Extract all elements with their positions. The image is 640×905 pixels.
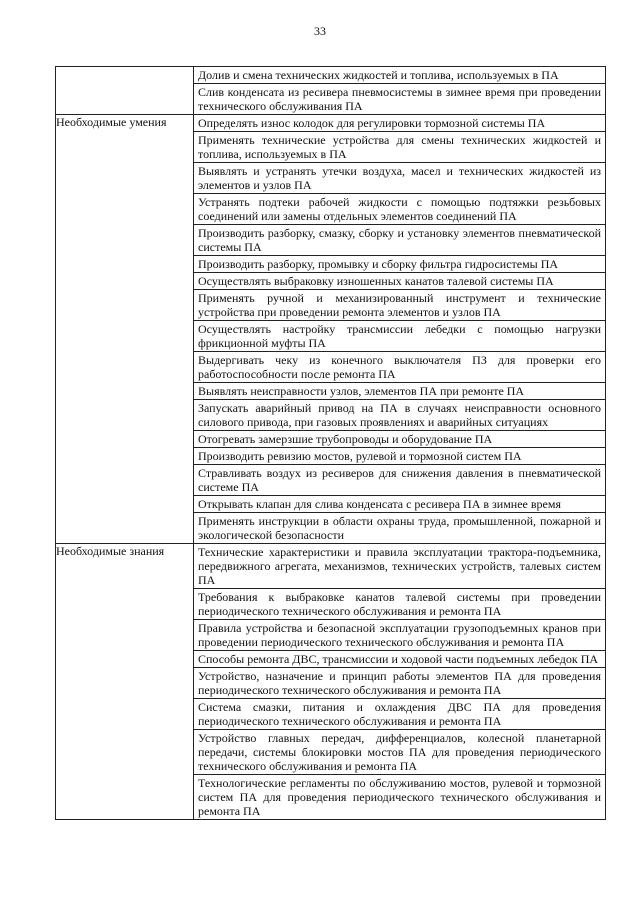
page-number: 33 [314, 24, 326, 38]
list-item: Технические характеристики и правила эксплуатации трактора-подъемника, передвижного агрегата, механизмов, технических устройств, талевых систем ПА [194, 544, 605, 589]
list-item: Требования к выбраковке канатов талевой системы при проведении периодического технического обслуживания и ремонта ПА [194, 589, 605, 620]
list-item: Открывать клапан для слива конденсата с ресивера ПА в зимнее время [194, 496, 605, 513]
list-item: Отогревать замерзшие трубопроводы и оборудование ПА [194, 431, 605, 448]
list-item: Производить разборку, смазку, сборку и установку элементов пневматической системы ПА [194, 225, 605, 256]
list-item: Выявлять и устранять утечки воздуха, масел и технических жидкостей из элементов и узлов ПА [194, 163, 605, 194]
list-item: Система смазки, питания и охлаждения ДВС ПА для проведения периодического технического обслуживания и ремонта ПА [194, 699, 605, 730]
list-item: Применять технические устройства для смены технических жидкостей и топлива, используемых в ПА [194, 132, 605, 163]
list-item: Устройство, назначение и принцип работы элементов ПА для проведения периодического технического обслуживания и ремонта ПА [194, 668, 605, 699]
list-item: Применять инструкции в области охраны труда, промышленной, пожарной и экологической безопасности [198, 514, 601, 542]
list-item: Выявлять неисправности узлов, элементов ПА при ремонте ПА [194, 383, 605, 400]
section-items [194, 115, 606, 544]
section-label: Необходимые знания [56, 544, 194, 820]
section-items [194, 67, 606, 115]
list-item: Осуществлять настройку трансмиссии лебедки с помощью нагрузки фрикционной муфты ПА [194, 321, 605, 352]
list-item: Устранять подтеки рабочей жидкости с помощью подтяжки резьбовых соединений или замены отдельных элементов соединений ПА [194, 194, 605, 225]
list-item: Производить ревизию мостов, рулевой и тормозной систем ПА [194, 448, 605, 465]
requirements-table [55, 66, 606, 820]
section-label: Необходимые умения [56, 115, 194, 544]
list-item: Способы ремонта ДВС, трансмиссии и ходовой части подъемных лебедок ПА [194, 651, 605, 668]
list-item: Технологические регламенты по обслуживанию мостов, рулевой и тормозной систем ПА для проведения периодического технического обслуживания и ремонта ПА [198, 776, 601, 818]
section-items [194, 544, 606, 820]
list-item: Определять износ колодок для регулировки тормозной системы ПА [194, 115, 605, 132]
table-row [56, 544, 606, 820]
list-item: Производить разборку, промывку и сборку фильтра гидросистемы ПА [194, 256, 605, 273]
table-row [56, 67, 606, 115]
list-item: Устройство главных передач, дифференциалов, колесной планетарной передачи, системы блокировки мостов ПА для проведения периодического технического обслуживания и ремонта ПА [194, 730, 605, 775]
section-label [56, 67, 194, 115]
list-item: Правила устройства и безопасной эксплуатации грузоподъемных кранов при проведении периодического технического обслуживания и ремонта ПА [194, 620, 605, 651]
list-item: Долив и смена технических жидкостей и топлива, используемых в ПА [194, 67, 605, 84]
list-item: Слив конденсата из ресивера пневмосистемы в зимнее время при проведении технического обслуживания ПА [198, 85, 601, 113]
list-item: Выдергивать чеку из конечного выключателя ПЗ для проверки его работоспособности после ремонта ПА [194, 352, 605, 383]
list-item: Применять ручной и механизированный инструмент и технические устройства при проведении ремонта элементов и узлов ПА [194, 290, 605, 321]
list-item: Осуществлять выбраковку изношенных канатов талевой системы ПА [194, 273, 605, 290]
list-item: Запускать аварийный привод на ПА в случаях неисправности основного силового привода, при газовых проявлениях и аварийных ситуациях [194, 400, 605, 431]
table-row [56, 115, 606, 544]
list-item: Стравливать воздух из ресиверов для снижения давления в пневматической системе ПА [194, 465, 605, 496]
